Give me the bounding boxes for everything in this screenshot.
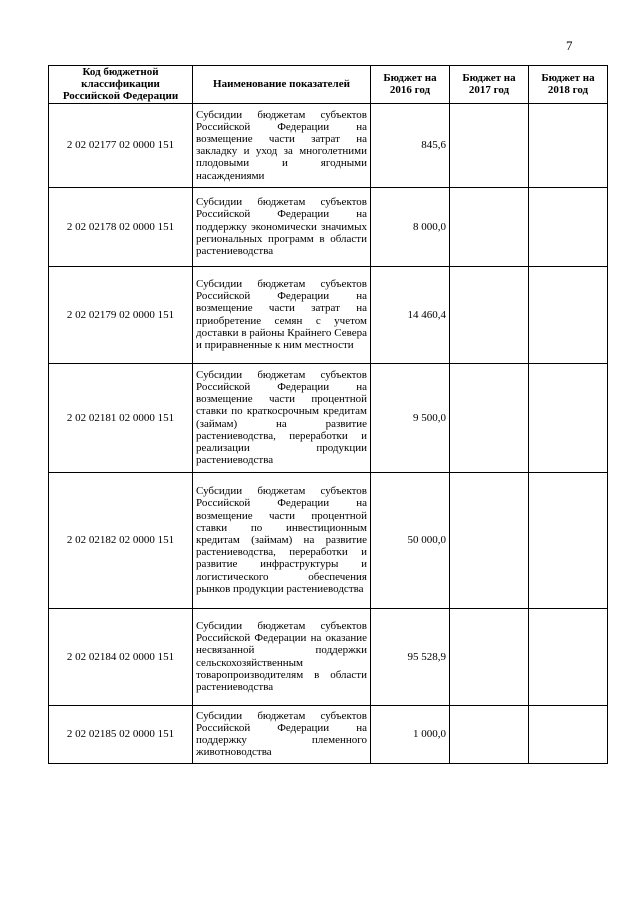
table-row <box>49 363 608 472</box>
row-name: Субсидии бюджетам субъектов Российской Федерации на возмещение части процентной ставки по краткосрочным кредитам (займам) на развитие растениеводства, переработки и реализации продукции растениеводства <box>193 363 371 472</box>
row-budget-2018 <box>529 608 608 705</box>
row-code: 2 02 02177 02 0000 151 <box>49 103 193 187</box>
row-budget-2017 <box>450 608 529 705</box>
table-row <box>49 266 608 363</box>
row-budget-2016: 95 528,9 <box>371 608 450 705</box>
row-budget-2017 <box>450 363 529 472</box>
table-row <box>49 705 608 763</box>
row-name: Субсидии бюджетам субъектов Российской Федерации на возмещение части затрат на закладку и уход за многолетними плодовыми и ягодными насаждениями <box>193 103 371 187</box>
table-row <box>49 187 608 266</box>
row-code: 2 02 02178 02 0000 151 <box>49 187 193 266</box>
header-budget-2016: Бюджет на 2016 год <box>371 66 450 104</box>
row-budget-2018 <box>529 266 608 363</box>
table-header-row <box>49 66 608 104</box>
row-budget-2018 <box>529 363 608 472</box>
header-code: Код бюджетной классификации Российской Федерации <box>49 66 193 104</box>
budget-table <box>48 65 608 764</box>
row-budget-2018 <box>529 472 608 608</box>
row-code: 2 02 02184 02 0000 151 <box>49 608 193 705</box>
row-name: Субсидии бюджетам субъектов Российской Федерации на возмещение части затрат на приобретение семян с учетом доставки в районы Крайнего Севера и приравненные к ним местности <box>193 266 371 363</box>
row-budget-2017 <box>450 705 529 763</box>
row-code: 2 02 02181 02 0000 151 <box>49 363 193 472</box>
row-budget-2017 <box>450 187 529 266</box>
row-name: Субсидии бюджетам субъектов Российской Федерации на поддержку племенного животноводства <box>193 705 371 763</box>
table-row <box>49 103 608 187</box>
row-budget-2017 <box>450 472 529 608</box>
row-budget-2016: 50 000,0 <box>371 472 450 608</box>
row-code: 2 02 02179 02 0000 151 <box>49 266 193 363</box>
row-budget-2018 <box>529 187 608 266</box>
table-row <box>49 608 608 705</box>
row-budget-2017 <box>450 266 529 363</box>
header-budget-2017: Бюджет на 2017 год <box>450 66 529 104</box>
row-name: Субсидии бюджетам субъектов Российской Федерации на оказание несвязанной поддержки сельскохозяйственным товаропроизводителям в области растениеводства <box>193 608 371 705</box>
row-name: Субсидии бюджетам субъектов Российской Федерации на поддержку экономически значимых региональных программ в области растениеводства <box>193 187 371 266</box>
header-name: Наименование показателей <box>193 66 371 104</box>
row-budget-2016: 8 000,0 <box>371 187 450 266</box>
row-budget-2016: 9 500,0 <box>371 363 450 472</box>
header-budget-2018: Бюджет на 2018 год <box>529 66 608 104</box>
table-row <box>49 472 608 608</box>
page-number: 7 <box>566 38 573 53</box>
row-budget-2016: 14 460,4 <box>371 266 450 363</box>
row-name: Субсидии бюджетам субъектов Российской Федерации на возмещение части процентной ставки по инвестиционным кредитам (займам) на развитие растениеводства, переработки и развитие инфраструктуры и логистического обеспечения рынков продукции растениеводства <box>193 472 371 608</box>
row-code: 2 02 02185 02 0000 151 <box>49 705 193 763</box>
row-code: 2 02 02182 02 0000 151 <box>49 472 193 608</box>
row-budget-2016: 1 000,0 <box>371 705 450 763</box>
row-budget-2017 <box>450 103 529 187</box>
row-budget-2018 <box>529 705 608 763</box>
row-budget-2016: 845,6 <box>371 103 450 187</box>
row-budget-2018 <box>529 103 608 187</box>
